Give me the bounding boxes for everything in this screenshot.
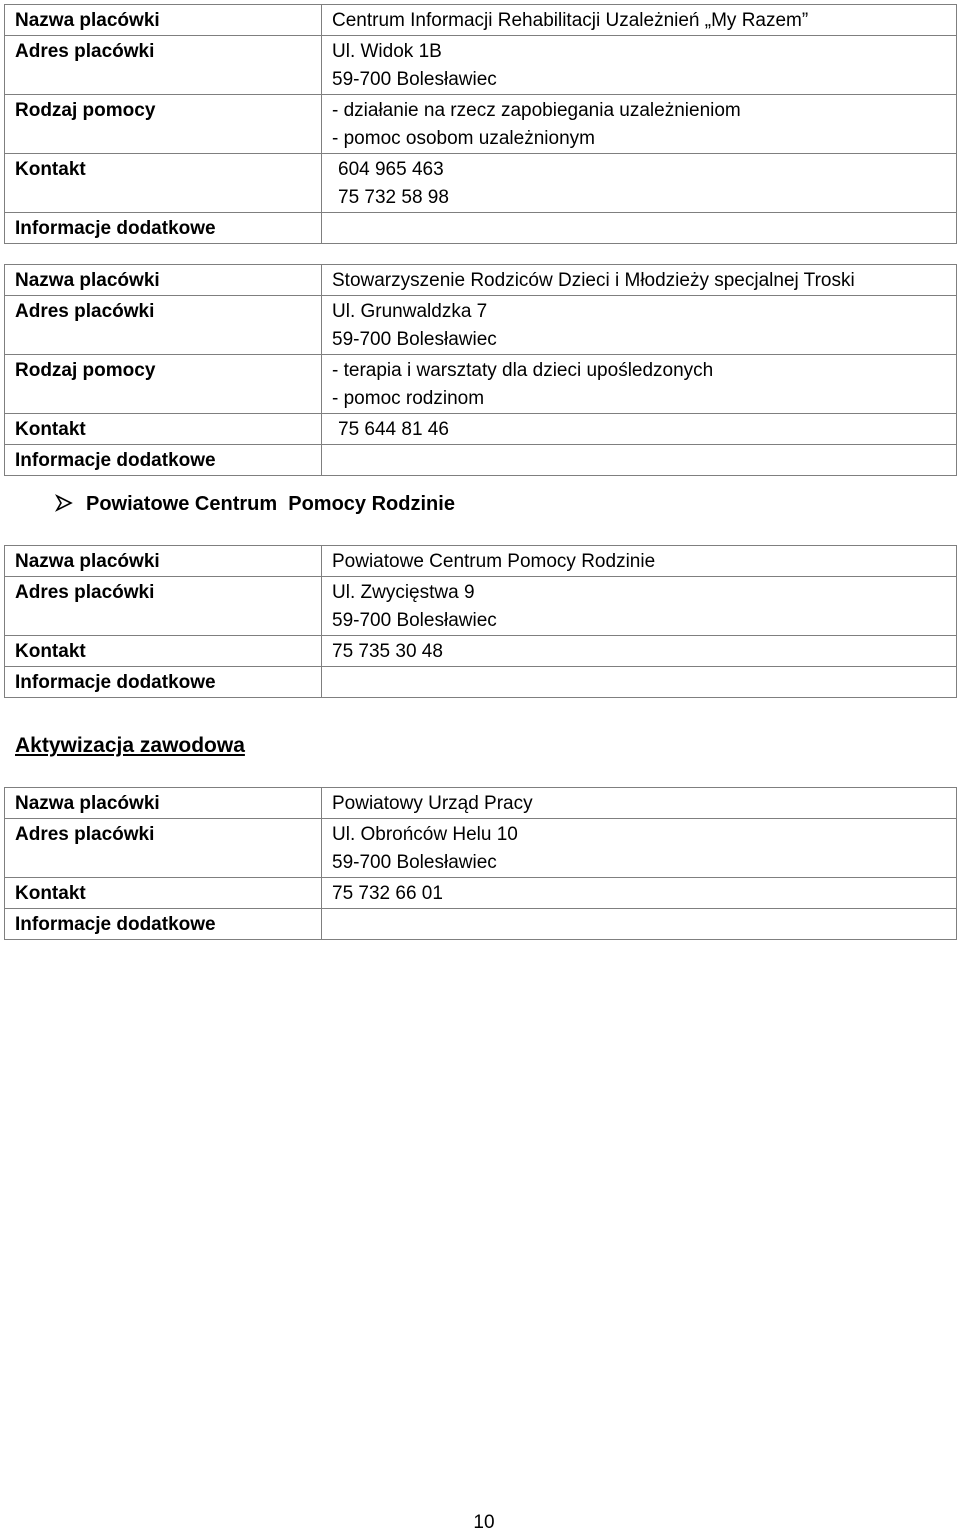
facility-extra: [322, 909, 957, 940]
address-city: 59-700 Bolesławiec: [332, 69, 497, 90]
label-name: Nazwa placówki: [5, 788, 322, 819]
label-address: Adres placówki: [5, 577, 322, 636]
table-row: [5, 788, 957, 819]
facility-contact: [322, 636, 957, 667]
facility-address: [322, 296, 957, 355]
help-item: - pomoc rodzinom: [332, 388, 485, 409]
facility-address: [322, 819, 957, 878]
facility-name: Powiatowy Urząd Pracy: [322, 788, 957, 819]
section-title: Aktywizacja zawodowa: [15, 734, 245, 757]
label-address: Adres placówki: [5, 36, 322, 95]
label-name: Nazwa placówki: [5, 5, 322, 36]
table-row: [5, 546, 957, 577]
label-contact: Kontakt: [5, 154, 322, 213]
help-item: - terapia i warsztaty dla dzieci upośledzonych: [332, 360, 714, 381]
facility-extra: [322, 445, 957, 476]
table-row: [5, 5, 957, 36]
page-number: 10: [473, 1512, 495, 1533]
phone-number: 75 732 58 98: [338, 187, 449, 208]
label-contact: Kontakt: [5, 636, 322, 667]
table-row: [5, 414, 957, 445]
facility-name: Centrum Informacji Rehabilitacji Uzależnień „My Razem”: [322, 5, 957, 36]
table-row: [5, 878, 957, 909]
bullet-heading: [54, 490, 455, 518]
table-row: [5, 355, 957, 414]
help-item: - pomoc osobom uzależnionym: [332, 128, 595, 149]
table-row: [5, 213, 957, 244]
facility-name: Stowarzyszenie Rodziców Dzieci i Młodzieży specjalnej Troski: [322, 265, 957, 296]
facility-help: [322, 355, 957, 414]
table-row: [5, 445, 957, 476]
table-row: [5, 95, 957, 154]
table-row: [5, 909, 957, 940]
bullet-heading-text: Powiatowe Centrum Pomocy Rodzinie: [86, 493, 455, 515]
address-street: Ul. Widok 1B: [332, 41, 442, 62]
address-street: Ul. Obrońców Helu 10: [332, 824, 518, 845]
phone-number: 604 965 463: [338, 159, 444, 180]
facility-help: [322, 95, 957, 154]
address-city: 59-700 Bolesławiec: [332, 852, 497, 873]
label-extra: Informacje dodatkowe: [5, 445, 322, 476]
table-row: [5, 296, 957, 355]
table-row: [5, 667, 957, 698]
label-help-type: Rodzaj pomocy: [5, 95, 322, 154]
empty-cell: [332, 669, 946, 697]
label-extra: Informacje dodatkowe: [5, 667, 322, 698]
phone-number: 75 732 66 01: [332, 883, 443, 904]
label-help-type: Rodzaj pomocy: [5, 355, 322, 414]
facility-extra: [322, 213, 957, 244]
address-city: 59-700 Bolesławiec: [332, 610, 497, 631]
label-contact: Kontakt: [5, 878, 322, 909]
label-address: Adres placówki: [5, 819, 322, 878]
table-row: [5, 819, 957, 878]
label-contact: Kontakt: [5, 414, 322, 445]
facility-address: [322, 36, 957, 95]
table-row: [5, 577, 957, 636]
phone-number: 75 644 81 46: [338, 419, 449, 440]
facility-table-3: [4, 545, 957, 698]
facility-extra: [322, 667, 957, 698]
label-extra: Informacje dodatkowe: [5, 909, 322, 940]
table-row: [5, 636, 957, 667]
label-extra: Informacje dodatkowe: [5, 213, 322, 244]
address-city: 59-700 Bolesławiec: [332, 329, 497, 350]
facility-table-1: [4, 4, 957, 244]
facility-contact: [322, 878, 957, 909]
label-address: Adres placówki: [5, 296, 322, 355]
empty-cell: [332, 447, 946, 475]
address-street: Ul. Zwycięstwa 9: [332, 582, 475, 603]
facility-table-2: [4, 264, 957, 476]
arrow-bullet-icon: [54, 493, 74, 513]
facility-contact: [322, 414, 957, 445]
table-row: [5, 154, 957, 213]
facility-contact: [322, 154, 957, 213]
empty-cell: [332, 215, 946, 243]
help-item: - działanie na rzecz zapobiegania uzależnieniom: [332, 100, 741, 121]
address-street: Ul. Grunwaldzka 7: [332, 301, 488, 322]
facility-address: [322, 577, 957, 636]
facility-table-4: [4, 787, 957, 940]
label-name: Nazwa placówki: [5, 546, 322, 577]
empty-cell: [332, 911, 946, 939]
table-row: [5, 265, 957, 296]
facility-name: Powiatowe Centrum Pomocy Rodzinie: [322, 546, 957, 577]
label-name: Nazwa placówki: [5, 265, 322, 296]
table-row: [5, 36, 957, 95]
phone-number: 75 735 30 48: [332, 641, 443, 662]
